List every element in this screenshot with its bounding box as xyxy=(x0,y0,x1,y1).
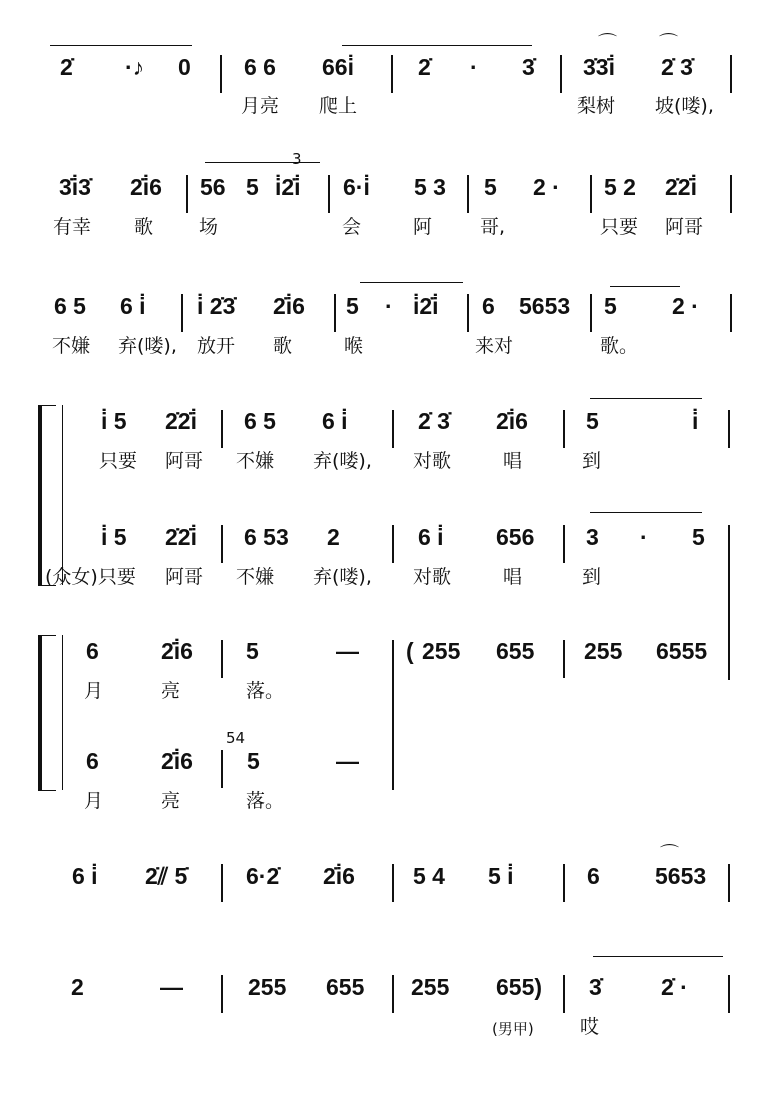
note-group: 2̇i̇6 xyxy=(273,293,305,319)
note-group: · xyxy=(385,293,393,319)
bar-line xyxy=(563,975,565,1013)
notation-mark: 54 xyxy=(226,729,246,747)
slur-line xyxy=(205,162,320,163)
note-group: 2̇2̇i̇ xyxy=(165,408,197,434)
lyric-text: 只要 xyxy=(99,450,138,472)
lyric-text: 喉 xyxy=(344,335,364,357)
note-group: 56 xyxy=(200,174,226,200)
note-group: 6 6 xyxy=(244,54,276,80)
note-group: ·♪ xyxy=(125,54,145,80)
note-group: i̇2̇i̇ xyxy=(275,174,301,200)
note-group: — xyxy=(160,974,183,1000)
lyric-text: 放开 xyxy=(197,335,236,357)
slur-line xyxy=(360,282,463,283)
bar-line xyxy=(392,640,394,790)
lyric-text: 到 xyxy=(582,566,602,588)
note-group: · xyxy=(470,54,478,80)
lyric-text: 落。 xyxy=(246,790,285,812)
notation-mark: 3 xyxy=(292,150,302,168)
lyric-text: 歌。 xyxy=(600,335,639,357)
note-group: 5 3 xyxy=(414,174,446,200)
note-group: 6 i̇ xyxy=(72,863,98,889)
bar-line xyxy=(186,175,188,213)
bar-line xyxy=(730,294,732,332)
note-group: 3̇ xyxy=(522,54,535,80)
note-group: 5 xyxy=(246,638,259,664)
lyric-text: 不嫌 xyxy=(236,450,275,472)
note-group: 5653 xyxy=(519,293,571,319)
bar-line xyxy=(467,175,469,213)
bar-line xyxy=(221,640,223,678)
note-group: 66i̇ xyxy=(322,54,354,80)
bar-line xyxy=(220,55,222,93)
note-group: 255 xyxy=(422,638,461,664)
notation-mark: ⌒ xyxy=(660,843,680,865)
note-group: i̇ 2̇3̇ xyxy=(197,293,236,319)
bar-line xyxy=(467,294,469,332)
lyric-text: 对歌 xyxy=(413,566,452,588)
note-group: 2 xyxy=(71,974,84,1000)
slur-line xyxy=(590,512,702,513)
note-group: 5 2 xyxy=(604,174,636,200)
note-group: 255 xyxy=(411,974,450,1000)
system-bracket xyxy=(38,405,42,585)
note-group: 5 xyxy=(247,748,260,774)
lyric-text: 唱 xyxy=(503,450,523,472)
bar-line xyxy=(392,410,394,448)
bar-line xyxy=(728,410,730,448)
note-group: 2̇ xyxy=(60,54,73,80)
lyric-text: 月 xyxy=(84,790,104,812)
lyric-text: 歌 xyxy=(134,216,154,238)
bar-line xyxy=(392,525,394,563)
lyric-text: 月 xyxy=(84,680,104,702)
note-group: 655) xyxy=(496,974,543,1000)
system-bracket-line xyxy=(62,635,63,790)
slur-line xyxy=(590,398,702,399)
note-group: 6 i̇ xyxy=(120,293,146,319)
bar-line xyxy=(563,640,565,678)
note-group: 5653 xyxy=(655,863,707,889)
note-group: 255 xyxy=(248,974,287,1000)
tie-line xyxy=(50,45,192,46)
note-group: — xyxy=(336,638,359,664)
bar-line xyxy=(221,525,223,563)
lyric-text: 阿哥 xyxy=(165,566,204,588)
lyric-text: 阿 xyxy=(413,216,433,238)
notation-mark: ⌒ xyxy=(598,32,618,54)
note-group: 5 xyxy=(346,293,359,319)
note-group: 2̇⫽ 5̇ xyxy=(145,863,188,889)
lyric-text: 不嫌 xyxy=(52,335,91,357)
note-group: 2̇i̇6 xyxy=(161,638,193,664)
lyric-text: 弃(喽), xyxy=(118,335,177,357)
bar-line xyxy=(728,975,730,1013)
note-group: 6·2̇ xyxy=(246,863,280,889)
note-group: 2̇ xyxy=(418,54,431,80)
note-group: 2̇ 3̇ xyxy=(418,408,450,434)
lyric-text: 坡(喽), xyxy=(655,95,714,117)
lyric-text: 到 xyxy=(582,450,602,472)
note-group: 5 xyxy=(604,293,617,319)
note-group: 6 i̇ xyxy=(322,408,348,434)
lyric-text: 阿哥 xyxy=(165,450,204,472)
note-group: 5 xyxy=(484,174,497,200)
note-group: 2 · xyxy=(672,293,699,319)
note-group: 2̇i̇6 xyxy=(323,863,355,889)
note-group: · xyxy=(640,524,648,550)
note-group: 655 xyxy=(496,638,535,664)
bar-line xyxy=(563,864,565,902)
lyric-text: 唱 xyxy=(503,566,523,588)
note-group: 2̇ 3̇ xyxy=(661,54,693,80)
note-group: 5 4 xyxy=(413,863,445,889)
lyric-text: 阿哥 xyxy=(665,216,704,238)
note-group: 6 xyxy=(482,293,495,319)
note-group: 3̇i̇3̇ xyxy=(59,174,91,200)
note-group: 6 xyxy=(587,863,600,889)
note-group: 2̇i̇6 xyxy=(161,748,193,774)
lyric-text: 月亮 xyxy=(241,95,280,117)
bar-line xyxy=(392,864,394,902)
bar-line xyxy=(221,410,223,448)
bar-line xyxy=(221,975,223,1013)
note-group: 6 5 xyxy=(244,408,276,434)
note-group: 656 xyxy=(496,524,535,550)
lyric-text: 亮 xyxy=(161,680,181,702)
note-group: 5 xyxy=(246,174,259,200)
bar-line xyxy=(590,175,592,213)
bar-line xyxy=(221,864,223,902)
lyric-text: 梨树 xyxy=(577,95,616,117)
bracket-cap xyxy=(38,405,56,406)
note-group: 6555 xyxy=(656,638,708,664)
lyric-text: 弃(喽), xyxy=(313,566,372,588)
bar-line xyxy=(728,864,730,902)
note-group: 2̇ · xyxy=(661,974,688,1000)
lyric-text: 亮 xyxy=(161,790,181,812)
lyric-text: 不嫌 xyxy=(236,566,275,588)
note-group: 3̇3̇i̇ xyxy=(583,54,615,80)
bar-line xyxy=(730,175,732,213)
note-group: 2 · xyxy=(533,174,560,200)
bar-line xyxy=(334,294,336,332)
note-group: 5 xyxy=(692,524,705,550)
note-group: 3̇ xyxy=(589,974,602,1000)
lyric-text: 来对 xyxy=(475,335,514,357)
note-group: 6 5 xyxy=(54,293,86,319)
bar-line xyxy=(730,55,732,93)
system-bracket-line xyxy=(62,405,63,585)
bracket-cap xyxy=(38,790,56,791)
note-group: 5 i̇ xyxy=(488,863,514,889)
note-group: i̇ xyxy=(692,408,699,434)
note-group: 6 xyxy=(86,638,99,664)
note-group: 2̇i̇6 xyxy=(130,174,162,200)
bar-line xyxy=(590,294,592,332)
bar-line xyxy=(392,975,394,1013)
slur-line xyxy=(593,956,723,957)
note-group: 6 xyxy=(86,748,99,774)
bar-line xyxy=(221,750,223,788)
lyric-text: 爬上 xyxy=(319,95,358,117)
bar-line xyxy=(328,175,330,213)
lyric-text: (众女)只要 xyxy=(45,566,136,588)
note-group: 2 xyxy=(327,524,340,550)
bar-line xyxy=(560,55,562,93)
note-group: i̇ 5 xyxy=(101,524,127,550)
bar-line xyxy=(563,525,565,563)
lyric-text: 弃(喽), xyxy=(313,450,372,472)
bar-line xyxy=(728,525,730,680)
note-group: 655 xyxy=(326,974,365,1000)
note-group: i̇2̇i̇ xyxy=(413,293,439,319)
note-group: 2̇2̇i̇ xyxy=(165,524,197,550)
slur-line xyxy=(342,45,532,46)
lyric-text: 场 xyxy=(199,216,219,238)
note-group: 6·i̇ xyxy=(343,174,370,200)
bar-line xyxy=(391,55,393,93)
lyric-text: 歌 xyxy=(273,335,293,357)
lyric-text: 落。 xyxy=(246,680,285,702)
lyric-text: (男甲) xyxy=(492,1020,534,1038)
note-group: 5 xyxy=(586,408,599,434)
lyric-text: 会 xyxy=(342,216,362,238)
note-group: 0 xyxy=(178,54,191,80)
lyric-text: 有幸 xyxy=(53,216,92,238)
note-group: 6 i̇ xyxy=(418,524,444,550)
bar-line xyxy=(181,294,183,332)
note-group: 2̇i̇6 xyxy=(496,408,528,434)
note-group: 6 53 xyxy=(244,524,289,550)
note-group: ( xyxy=(406,638,414,664)
note-group: — xyxy=(336,748,359,774)
notation-mark: ⌒ xyxy=(659,32,679,54)
lyric-text: 只要 xyxy=(600,216,639,238)
system-bracket xyxy=(38,635,42,790)
note-group: i̇ 5 xyxy=(101,408,127,434)
note-group: 255 xyxy=(584,638,623,664)
note-group: 2̇2̇i̇ xyxy=(665,174,697,200)
slur-line xyxy=(610,286,680,287)
lyric-text: 对歌 xyxy=(413,450,452,472)
bar-line xyxy=(563,410,565,448)
lyric-text: 哥, xyxy=(480,216,506,238)
lyric-text: 哎 xyxy=(580,1016,600,1038)
bracket-cap xyxy=(38,635,56,636)
note-group: 3 xyxy=(586,524,599,550)
